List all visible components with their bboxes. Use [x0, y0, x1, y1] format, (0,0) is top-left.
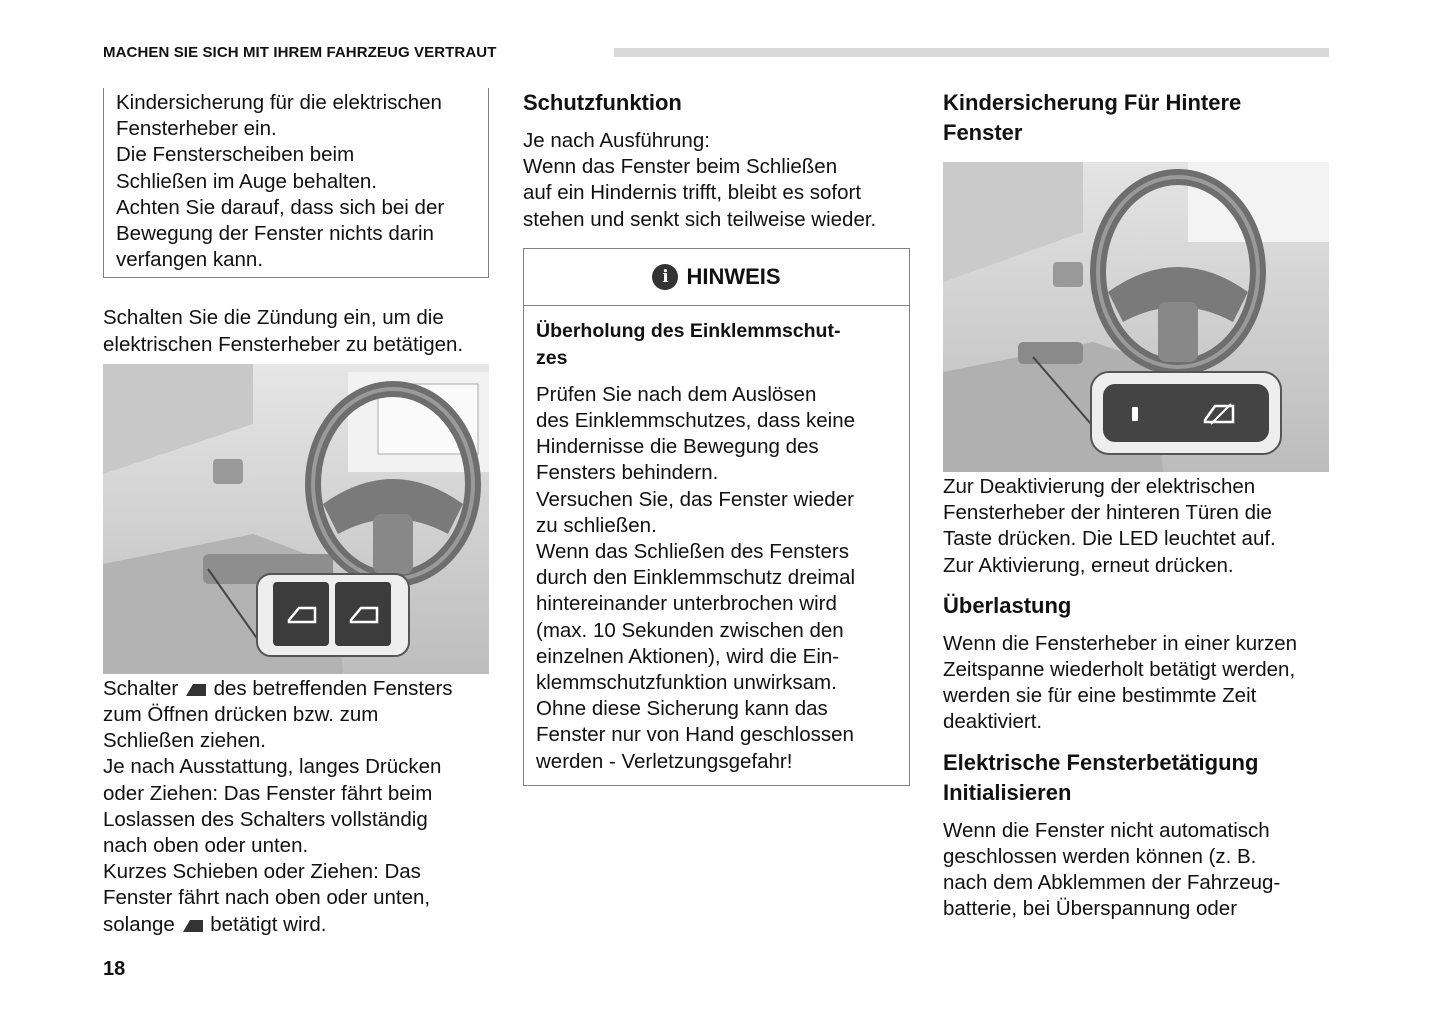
note-title: HINWEIS: [686, 263, 781, 289]
door-switch-photo: [103, 364, 489, 674]
note-text: Prüfen Sie nach dem Auslösen des Einklemmschutzes, dass keine Hindernisse die Bewegung des Fensters behindern. Versuchen Sie, das Fenster wieder zu schließen. Wenn das Schließen des Fensters durch den Einklemmschutz dreimal hintereinander unterbrochen wird (max. 10 Sekunden zwischen den einzelnen Aktionen), wird die Ein- klemmschutzfunktion unwirksam. Ohne diese Sicherung kann das Fenster nur von Hand geschlossen werden - Verletzungsgefahr!: [536, 382, 856, 773]
heading-schutzfunktion: Schutzfunktion: [523, 90, 682, 115]
switch-text: Schalter des betreffenden Fensters zum Öffnen drücken bzw. zum Schließen ziehen. Je nach Ausstattung, langes Drücken oder Ziehen: Das Fenster fährt beim Loslassen des Schalters vollständig nach oben oder unten. Kurzes Schieben oder Ziehen: Das Fenster fährt nach oben oder unten, solange betätigt wird.: [103, 676, 453, 936]
schutzfunktion-text: Je nach Ausführung: Wenn das Fenster beim Schließen auf ein Hindernis trifft, bleibt es sofort stehen und senkt sich teilweise wieder.: [523, 129, 877, 231]
note-body: [524, 306, 909, 785]
child-lock-text: Zur Deaktivierung der elektrischen Fensterheber der hinteren Türen die Taste drücken. Die LED leuchtet auf. Zur Aktivierung, erneut drücken.: [943, 475, 1276, 577]
window-switch-icon: [181, 917, 205, 934]
window-switch-icon: [184, 681, 208, 698]
ignition-text: Schalten Sie die Zündung ein, um die elektrischen Fensterheber zu betätigen.: [103, 306, 464, 356]
column-left: [103, 88, 489, 938]
ueberlastung-text: Wenn die Fensterheber in einer kurzen Zeitspanne wiederholt betätigt werden, werden sie für eine bestimmte Zeit deaktiviert.: [943, 631, 1298, 734]
heading-ueberlastung: Überlastung: [943, 592, 1072, 618]
note-subtitle: Überholung des Einklemmschut- zes: [536, 319, 841, 369]
heading-kindersicherung: Kindersicherung Für Hintere Fenster: [943, 90, 1242, 145]
child-lock-photo: [943, 162, 1329, 472]
column-right: [943, 88, 1329, 922]
page-header-title: MACHEN SIE SICH MIT IHREM FAHRZEUG VERTRAUT: [103, 44, 497, 61]
note-header: [524, 249, 909, 306]
page-header-bar: [614, 48, 1329, 57]
column-middle: [523, 88, 909, 786]
page-number: 18: [103, 958, 126, 980]
heading-initialisieren: Elektrische Fensterbetätigung Initialisieren: [943, 749, 1259, 805]
info-icon: i: [652, 264, 678, 290]
note-box: [523, 248, 910, 786]
warning-text: Kindersicherung für die elektrischen Fensterheber ein. Die Fensterscheiben beim Schließen im Auge behalten. Achten Sie darauf, dass sich bei der Bewegung der Fenster nichts darin verfangen kann.: [116, 91, 445, 272]
warning-box: [103, 88, 489, 278]
initialisieren-text: Wenn die Fenster nicht automatisch geschlossen werden können (z. B. nach dem Abklemmen der Fahrzeug- batterie, bei Überspannung oder: [943, 818, 1281, 921]
